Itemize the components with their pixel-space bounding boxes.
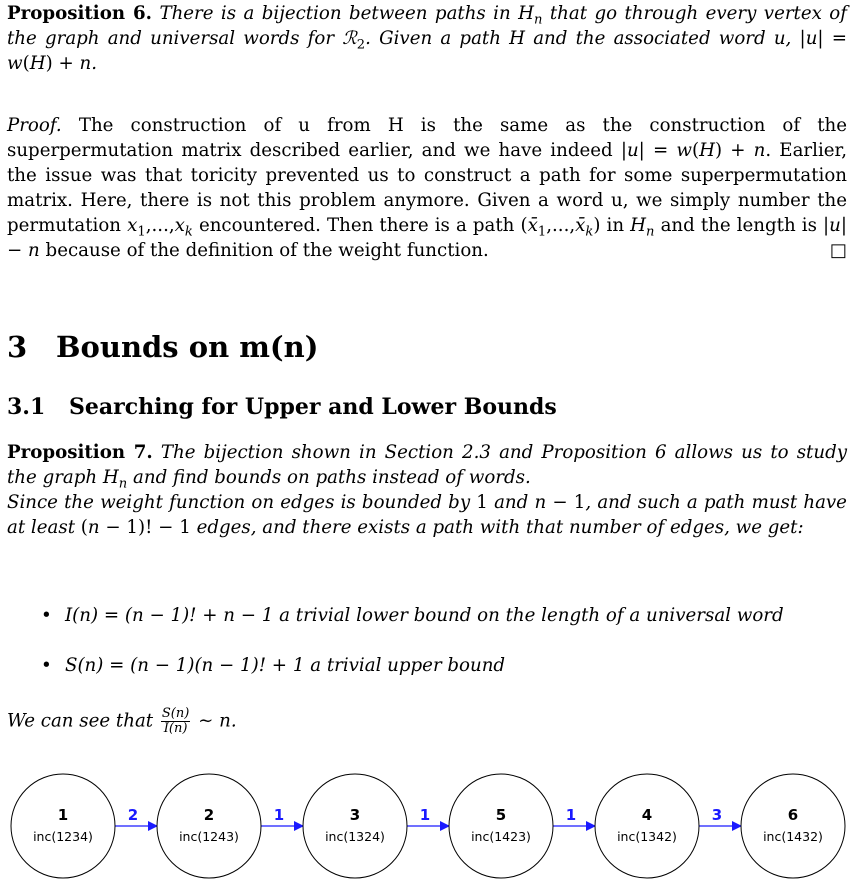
proposition-7 bbox=[7, 440, 847, 540]
fraction bbox=[161, 707, 190, 736]
edge-weight: 1 bbox=[565, 806, 577, 824]
proposition-7-text-1: The bijection shown in Section 2.3 and Proposition 6 allows us to study the graph bbox=[7, 442, 847, 488]
node-label: inc(1342) bbox=[617, 829, 677, 844]
node-circle bbox=[157, 774, 261, 878]
edge-weight: 1 bbox=[419, 806, 431, 824]
node-circle bbox=[303, 774, 407, 878]
proposition-6-head: Proposition 6. bbox=[7, 3, 153, 24]
bullet-text: a trivial lower bound on the length of a universal word bbox=[279, 605, 784, 626]
list-item bbox=[41, 653, 841, 678]
proposition-7-text-5: , and such a path must have at least bbox=[7, 492, 847, 538]
final-text-1: We can see that bbox=[7, 710, 154, 732]
proposition-7-text-6: edges, and there exists a path with that number of edges, we get: bbox=[196, 517, 804, 538]
node-id: 4 bbox=[641, 806, 653, 824]
path-diagram bbox=[7, 768, 848, 886]
graph-node bbox=[595, 774, 699, 878]
graph-node bbox=[303, 774, 407, 878]
graph-edge bbox=[407, 806, 449, 826]
bullet-text: a trivial upper bound bbox=[310, 655, 506, 676]
bullet-formula: I(n) = (n − 1)! + n − 1 bbox=[65, 605, 274, 626]
proposition-6-text-1: There is a bijection between paths in bbox=[159, 3, 511, 24]
proof-label: Proof. bbox=[7, 115, 62, 136]
math-hn: $H_n$ bbox=[518, 3, 543, 28]
bullet-formula: S(n) = (n − 1)(n − 1)! + 1 bbox=[65, 655, 305, 676]
subsection-title: Searching for Upper and Lower Bounds bbox=[69, 394, 557, 420]
list-item bbox=[41, 603, 841, 628]
graph-edge bbox=[699, 806, 741, 826]
graph-node bbox=[741, 774, 845, 878]
section-number: 3 bbox=[7, 330, 28, 364]
proof-text-4: in bbox=[606, 215, 625, 236]
fraction-denominator: I(n) bbox=[163, 721, 188, 736]
qed-icon: □ bbox=[829, 240, 847, 261]
math-xbar-seq: $(x̄_1,...,x̄_k)$ bbox=[520, 215, 601, 240]
node-id: 2 bbox=[203, 806, 215, 824]
math-one: 1 bbox=[476, 492, 488, 513]
edge-weight: 3 bbox=[711, 806, 723, 824]
proposition-7-text-3: Since the weight function on edges is bounded by bbox=[7, 492, 471, 513]
graph-node bbox=[11, 774, 115, 878]
proposition-6 bbox=[7, 1, 847, 76]
math-n-minus-1: n − 1 bbox=[534, 492, 586, 513]
section-title: Bounds on m(n) bbox=[56, 330, 319, 364]
proof-text-6: because of the definition of the weight function. bbox=[45, 240, 489, 261]
edge-weight: 1 bbox=[273, 806, 285, 824]
proof-text-1: The construction of u from H is the same as the construction of the superpermutation matrix described earlier, and we have indeed bbox=[7, 115, 847, 161]
math-length-u: |u| = w(H) + n bbox=[7, 28, 847, 74]
node-id: 6 bbox=[787, 806, 799, 824]
math-edges-count: (n − 1)! − 1 bbox=[80, 517, 191, 538]
proof bbox=[7, 113, 847, 263]
math-hn-2: $H_n$ bbox=[630, 215, 655, 240]
node-id: 3 bbox=[349, 806, 361, 824]
proposition-6-text-3: . Given a path H and the associated word u, bbox=[365, 28, 792, 49]
node-circle bbox=[741, 774, 845, 878]
node-circle bbox=[11, 774, 115, 878]
node-label: inc(1243) bbox=[179, 829, 239, 844]
edge-weight: 2 bbox=[127, 806, 139, 824]
node-id: 5 bbox=[495, 806, 507, 824]
bullet-list-1 bbox=[41, 603, 841, 628]
math-hn-3: $H_n$ bbox=[102, 467, 128, 492]
math-x-seq: $x_1,...,x_k$ bbox=[127, 215, 193, 240]
proposition-6-text-4: . bbox=[91, 53, 97, 74]
graph-edge bbox=[553, 806, 595, 826]
final-text-2: ∼ n. bbox=[198, 710, 237, 732]
proposition-7-text-4: and bbox=[494, 492, 529, 513]
node-circle bbox=[449, 774, 553, 878]
node-label: inc(1234) bbox=[33, 829, 93, 844]
graph-node bbox=[157, 774, 261, 878]
graph-edge bbox=[261, 806, 303, 826]
proof-text-5: and the length is bbox=[660, 215, 817, 236]
node-label: inc(1432) bbox=[763, 829, 823, 844]
proposition-6-text-2: that go through every vertex of the graph and universal words for bbox=[7, 3, 847, 49]
section-heading bbox=[7, 330, 318, 364]
node-circle bbox=[595, 774, 699, 878]
final-statement bbox=[7, 707, 237, 736]
proof-text-3: encountered. Then there is a path bbox=[198, 215, 515, 236]
node-id: 1 bbox=[57, 806, 69, 824]
proof-text-2: . Earlier, the issue was that toricity prevented us to construct a path for some superpermutation matrix. Here, there is not this problem anymore. Given a word u, we simply number the permutation bbox=[7, 140, 847, 236]
math-length-u-2: |u| = w(H) + n bbox=[620, 140, 766, 161]
bullet-list-2 bbox=[41, 653, 841, 678]
node-label: inc(1423) bbox=[471, 829, 531, 844]
subsection-number: 3.1 bbox=[7, 394, 46, 420]
math-u-minus-n: |u| − n bbox=[7, 215, 848, 261]
proposition-7-head: Proposition 7. bbox=[7, 442, 153, 463]
subsection-heading bbox=[7, 393, 557, 421]
graph-edge bbox=[115, 806, 157, 826]
graph-node bbox=[449, 774, 553, 878]
node-label: inc(1324) bbox=[325, 829, 385, 844]
proposition-7-text-2: and find bounds on paths instead of words. bbox=[133, 467, 531, 488]
fraction-numerator: S(n) bbox=[161, 706, 190, 721]
math-r2: ℛ$_2$ bbox=[342, 28, 366, 53]
